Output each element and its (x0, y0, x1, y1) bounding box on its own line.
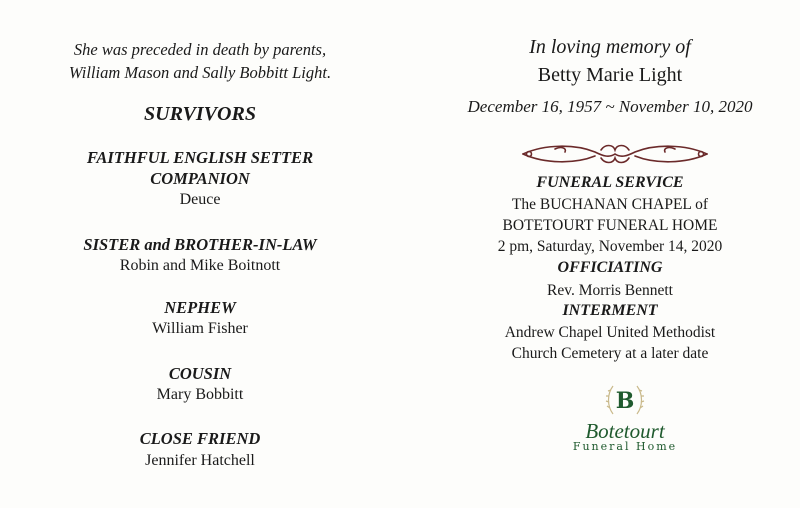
survivor-heading-companion-1: FAITHFUL ENGLISH SETTER (86, 148, 314, 167)
logo-sub-text: Funeral Home (572, 440, 678, 453)
interment-line-2: Church Cemetery at a later date (511, 345, 709, 362)
service-line-2: BOTETOURT FUNERAL HOME (502, 217, 718, 234)
officiant-name: Rev. Morris Bennett (547, 282, 673, 299)
interment-heading: INTERMENT (562, 302, 658, 319)
survivor-name-companion: Deuce (179, 191, 221, 208)
officiating-heading: OFFICIATING (557, 259, 663, 276)
funeral-home-logo (560, 380, 690, 460)
service-datetime: 2 pm, Saturday, November 14, 2020 (497, 238, 723, 255)
survivor-name-nephew: William Fisher (152, 320, 248, 337)
deceased-name: Betty Marie Light (537, 64, 683, 86)
survivor-name-sister: Robin and Mike Boitnott (119, 257, 281, 274)
survivor-name-friend: Jennifer Hatchell (145, 452, 255, 469)
flourish-divider-icon (515, 140, 715, 168)
service-line-1: The BUCHANAN CHAPEL of (511, 196, 709, 213)
laurel-emblem-icon (605, 380, 645, 420)
interment-line-1: Andrew Chapel United Methodist (504, 324, 716, 341)
logo-main-text: Botetourt (585, 419, 665, 443)
life-dates: December 16, 1957 ~ November 10, 2020 (467, 97, 753, 116)
logo-emblem-letter: B (615, 388, 635, 414)
right-panel (420, 0, 800, 508)
survivor-heading-nephew: NEPHEW (164, 298, 236, 317)
intro-line-1: She was preceded in death by parents, (73, 40, 327, 59)
memory-line: In loving memory of (529, 36, 691, 58)
survivor-heading-sister: SISTER and BROTHER-IN-LAW (83, 235, 317, 254)
survivor-heading-friend: CLOSE FRIEND (139, 429, 261, 448)
survivor-heading-cousin: COUSIN (168, 364, 232, 383)
intro-line-2: William Mason and Sally Bobbitt Light. (68, 63, 332, 82)
survivor-name-cousin: Mary Bobbitt (156, 386, 244, 403)
survivor-heading-companion-2: COMPANION (150, 169, 250, 188)
funeral-service-heading: FUNERAL SERVICE (536, 174, 684, 191)
survivors-heading: SURVIVORS (144, 103, 256, 125)
